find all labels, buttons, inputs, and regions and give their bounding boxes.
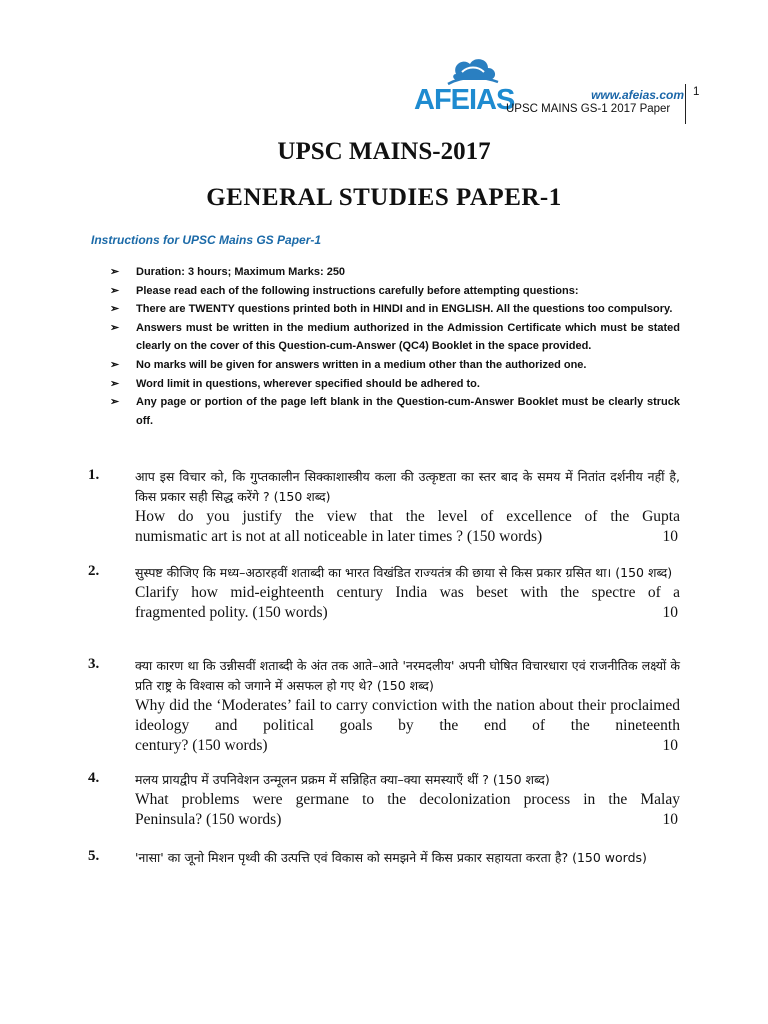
arrow-bullet-icon: ➢: [110, 358, 120, 371]
instruction-item: ➢ There are TWENTY questions printed both in HINDI and in ENGLISH. All the questions too compulsory.: [110, 300, 680, 319]
question-number: 1.: [88, 467, 100, 483]
question-marks: 10: [662, 811, 678, 828]
question-english: How do you justify the view that the level of excellence of the Gupta: [135, 508, 680, 525]
question-1: [88, 467, 680, 547]
instruction-item: ➢ Any page or portion of the page left blank in the Question-cum-Answer Booklet must be clearly struck off.: [110, 393, 680, 430]
question-english-last-line: numismatic art is not at all noticeable in later times ? (150 words) 10: [135, 528, 678, 545]
question-english-last-line: fragmented polity. (150 words) 10: [135, 604, 678, 621]
question-hindi: मलय प्रायद्वीप में उपनिवेशन उन्मूलन प्रक्रम में सन्निहित क्या–क्या समस्याएँ थीं ? (150 शब्द): [135, 772, 550, 787]
instructions-heading: Instructions for UPSC Mains GS Paper-1: [91, 233, 322, 247]
logo-text: AFEIAS: [414, 84, 515, 116]
arrow-bullet-icon: ➢: [110, 284, 120, 297]
question-hindi: आप इस विचार को, कि गुप्तकालीन सिक्काशास्त्रीय कला की उत्कृष्टता का स्तर बाद के समय में नितांत दर्शनीय नहीं है, किस प्रकार सही सिद्ध करेंगे ? (150 शब्द): [135, 469, 680, 504]
question-marks: 10: [662, 737, 678, 754]
instruction-item: ➢ Please read each of the following instructions carefully before attempting questions:: [110, 282, 680, 301]
website-url[interactable]: www.afeias.com: [591, 88, 684, 102]
question-english: Clarify how mid-eighteenth century India was beset with the spectre of a: [135, 584, 680, 601]
page-header: [412, 52, 712, 122]
arrow-bullet-icon: ➢: [110, 377, 120, 390]
header-divider: [685, 84, 686, 124]
question-english-last-line: century? (150 words) 10: [135, 737, 678, 754]
question-number: 3.: [88, 656, 100, 672]
question-hindi: क्या कारण था कि उन्नीसवीं शताब्दी के अंत तक आते–आते 'नरमदलीय' अपनी घोषित विचारधारा एवं राजनीतिक लक्ष्यों के प्रति राष्ट्र के विश्वास को जगाने में असफल हो गए थे? (150 शब्द): [135, 658, 680, 693]
question-4: [88, 770, 680, 830]
question-5: [88, 848, 680, 868]
question-number: 4.: [88, 770, 100, 786]
instruction-item: ➢ Word limit in questions, wherever specified should be adhered to.: [110, 375, 680, 394]
question-number: 2.: [88, 563, 100, 579]
page-title: UPSC MAINS-2017: [277, 138, 491, 165]
question-3: [88, 656, 680, 756]
page-number: 1: [693, 86, 700, 98]
question-number: 5.: [88, 848, 100, 864]
question-english: Why did the ‘Moderates’ fail to carry conviction with the nation about their proclaimed ideology and political goals by the end of the nineteenth: [135, 697, 680, 734]
instruction-item: ➢ Answers must be written in the medium authorized in the Admission Certificate which must be stated clearly on the cover of this Question-cum-Answer (QC4) Booklet in the space provided.: [110, 319, 680, 356]
instructions-list: [110, 263, 680, 430]
question-hindi: सुस्पष्ट कीजिए कि मध्य–अठारहवीं शताब्दी का भारत विखंडित राज्यतंत्र की छाया से किस प्रकार ग्रसित था। (150 शब्द): [135, 565, 673, 580]
arrow-bullet-icon: ➢: [110, 303, 120, 316]
question-english-last-line: Peninsula? (150 words) 10: [135, 811, 678, 828]
arrow-bullet-icon: ➢: [110, 266, 120, 278]
question-marks: 10: [662, 528, 678, 545]
instruction-item: ➢ No marks will be given for answers written in a medium other than the authorized one.: [110, 356, 680, 375]
arrow-bullet-icon: ➢: [110, 321, 120, 334]
arrow-bullet-icon: ➢: [110, 396, 120, 409]
question-marks: 10: [662, 604, 678, 621]
question-hindi: 'नासा' का जूनो मिशन पृथ्वी की उत्पत्ति एवं विकास को समझने में किस प्रकार सहायता करता है? (150 words): [135, 850, 647, 865]
page-subtitle: GENERAL STUDIES PAPER-1: [206, 184, 562, 211]
question-2: [88, 563, 680, 623]
instruction-item: ➢ Duration: 3 hours; Maximum Marks: 250: [110, 263, 680, 282]
question-english: What problems were germane to the decolonization process in the Malay: [135, 791, 680, 808]
paper-label: UPSC MAINS GS-1 2017 Paper: [506, 103, 671, 115]
